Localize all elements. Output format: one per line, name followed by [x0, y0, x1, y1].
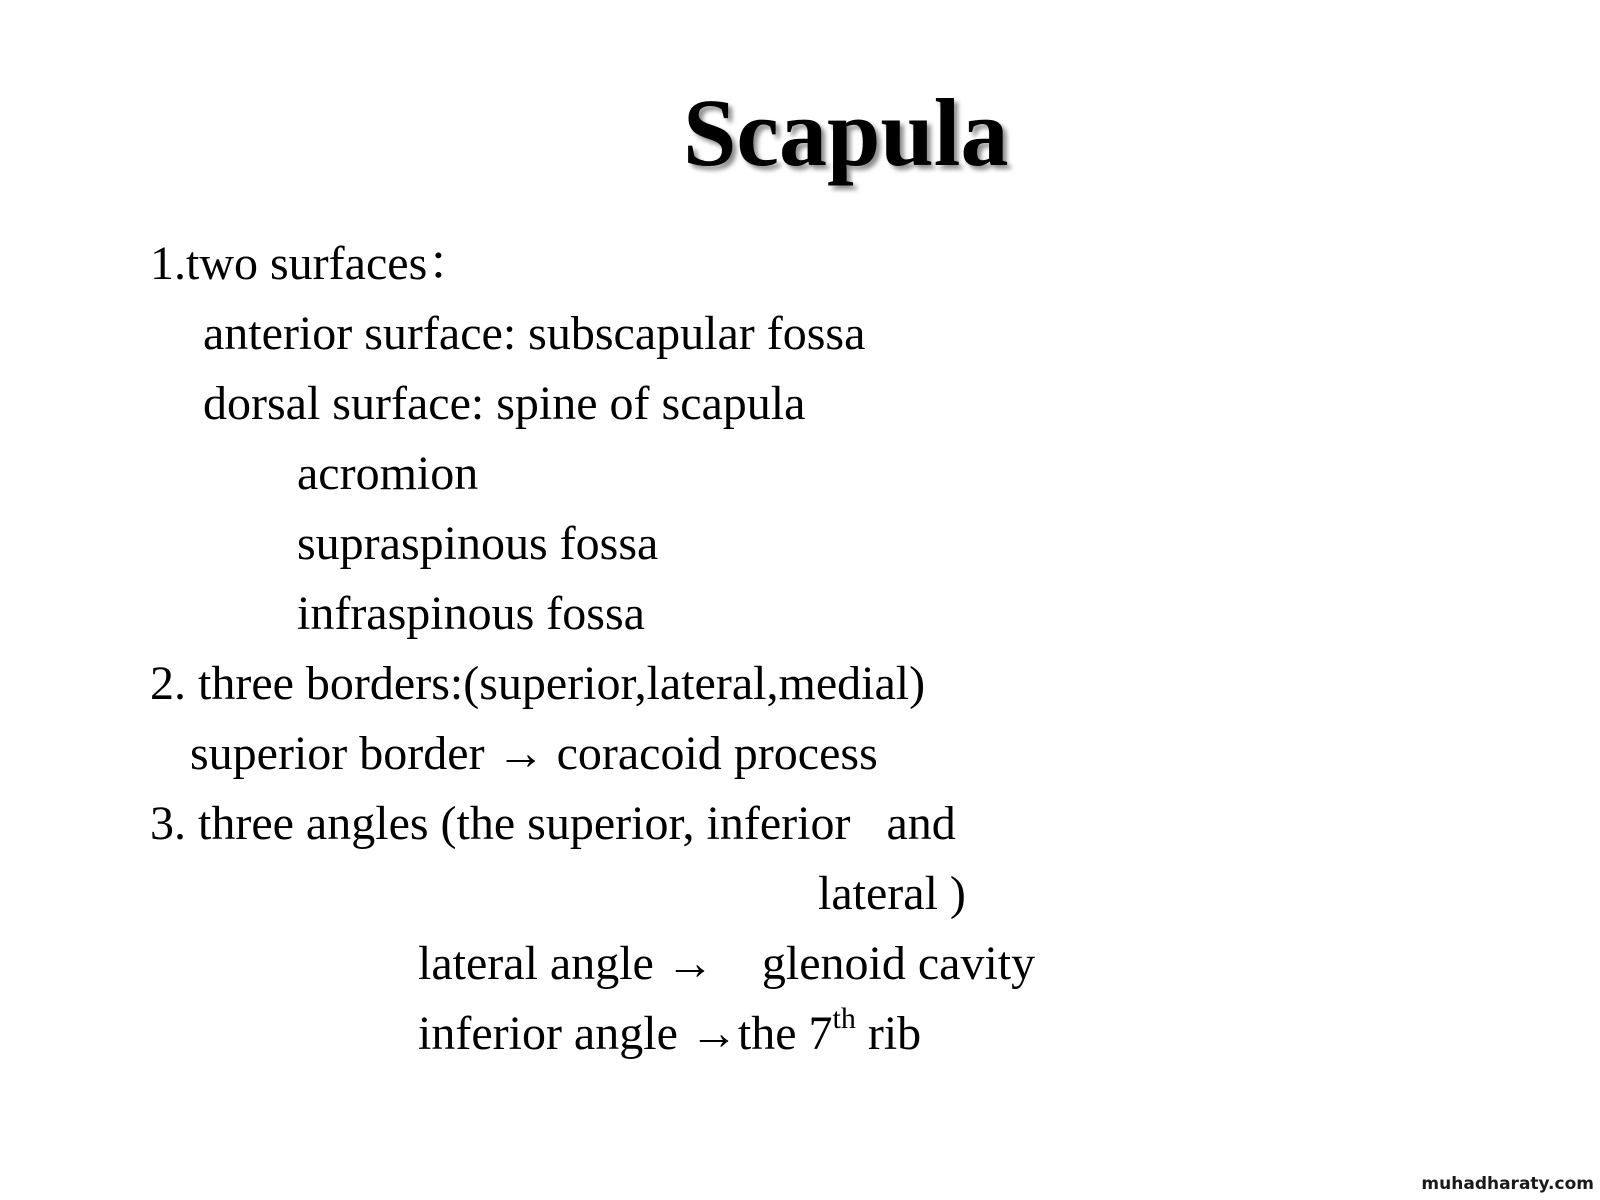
watermark: muhadharaty.com [1421, 1174, 1594, 1194]
line-two-surfaces: 1.two surfaces： [150, 237, 476, 290]
line-three-borders: 2. three borders:(superior,lateral,medial) [150, 657, 926, 710]
ordinal-suffix: th [832, 1002, 856, 1035]
line-acromion: acromion [297, 447, 479, 500]
line-lateral-angle: lateral angle → glenoid cavity [418, 937, 1036, 990]
line-anterior-surface: anterior surface: subscapular fossa [203, 307, 866, 360]
line-dorsal-surface: dorsal surface: spine of scapula [203, 377, 806, 430]
inferior-angle-rib: rib [855, 1007, 922, 1060]
slide-title: Scapula [683, 79, 1009, 186]
line-infraspinous-fossa: infraspinous fossa [297, 587, 645, 640]
line-three-angles: 3. three angles (the superior, inferior and [150, 797, 956, 850]
inferior-angle-text: inferior angle →the 7 [418, 1007, 833, 1060]
line-superior-border: superior border → coracoid process [190, 727, 878, 780]
line-inferior-angle [418, 1002, 922, 1062]
line-lateral-close: lateral ) [818, 867, 966, 920]
line-supraspinous-fossa: supraspinous fossa [297, 517, 659, 570]
